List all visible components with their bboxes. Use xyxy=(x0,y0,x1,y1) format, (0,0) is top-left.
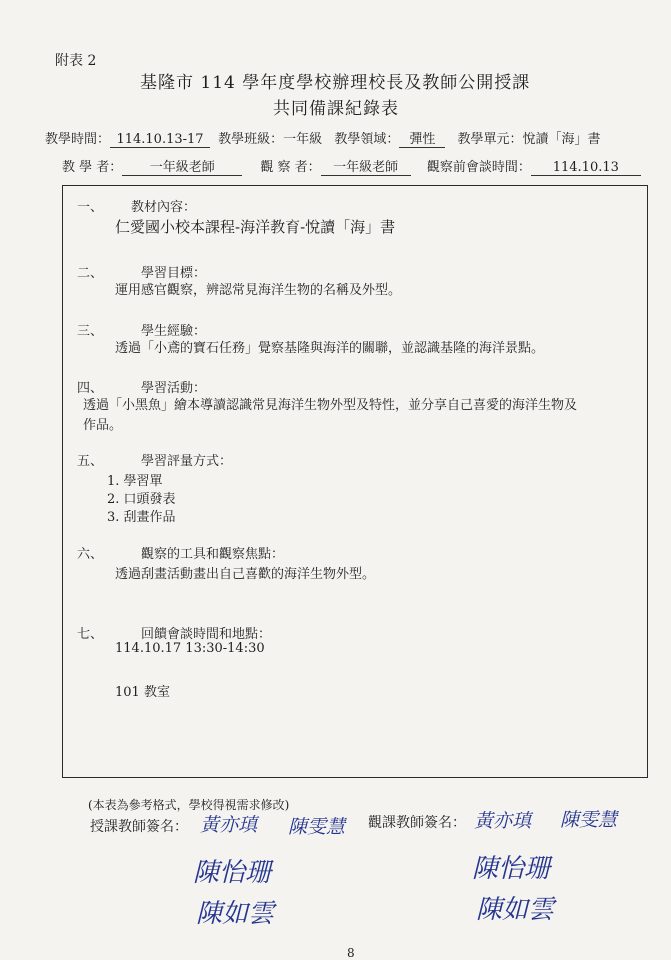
pre-meeting-value: 114.10.13 xyxy=(531,160,641,176)
teaching-domain-label: 教學領域： xyxy=(334,132,400,147)
section-1-title: 教材內容： xyxy=(131,200,197,215)
record-box xyxy=(62,185,648,778)
section-2-number: 二、 xyxy=(77,266,104,281)
section-1-content: 仁愛國小校本課程-海洋教育-悅讀「海」書 xyxy=(115,218,396,236)
section-3-title: 學生經驗： xyxy=(141,324,207,339)
section-2-content: 運用感官觀察，辨認常見海洋生物的名稱及外型。 xyxy=(115,283,402,298)
teaching-unit-label: 教學單元： xyxy=(457,132,523,147)
section-6-content: 透過刮畫活動畫出自己喜歡的海洋生物外型。 xyxy=(115,567,376,582)
assessment-item: 3. 刮畫作品 xyxy=(107,510,176,525)
section-7-header xyxy=(77,623,271,642)
section-1-header xyxy=(77,196,196,215)
section-4-content-line-1: 透過「小黑魚」繪本導讀認識常見海洋生物外型及特性，並分享自己喜愛的海洋生物及 xyxy=(83,398,578,413)
feedback-place: 101 教室 xyxy=(115,685,170,700)
section-2-title: 學習目標： xyxy=(141,266,207,281)
document-title: 基隆市 114 學年度學校辦理校長及教師公開授課 xyxy=(140,73,531,93)
observing-signature-label: 觀課教師簽名： xyxy=(368,815,466,831)
teaching-signature-label: 授課教師簽名： xyxy=(90,819,188,835)
section-5-title: 學習評量方式： xyxy=(141,454,233,469)
section-1-number: 一、 xyxy=(77,200,104,215)
teacher-value: 一年級老師 xyxy=(122,160,242,176)
signature-left-1: 黃亦瑱 xyxy=(200,814,258,836)
signature-right-4: 陳如雲 xyxy=(476,895,555,925)
signature-left-4: 陳如雲 xyxy=(196,899,275,929)
section-6-header xyxy=(77,543,284,562)
teaching-time-label: 教學時間： xyxy=(45,132,111,147)
section-3-content: 透過「小鳶的寶石任務」覺察基隆與海洋的關聯，並認識基隆的海洋景點。 xyxy=(115,341,545,356)
appendix-label: 附表 2 xyxy=(55,53,97,69)
section-6-number: 六、 xyxy=(77,547,104,562)
assessment-item: 1. 學習單 xyxy=(107,474,163,489)
section-5-header xyxy=(77,450,232,469)
page-number: 8 xyxy=(347,946,355,960)
pre-meeting-label: 觀察前會談時間： xyxy=(426,160,531,175)
signature-left-3: 陳怡珊 xyxy=(193,858,272,888)
teaching-class-value: 一年級 xyxy=(283,132,323,147)
section-4-content-line-2: 作品。 xyxy=(83,418,123,433)
teaching-unit-value: 悅讀「海」書 xyxy=(522,132,601,147)
teacher-label: 教 學 者： xyxy=(62,160,123,175)
teaching-domain-value: 彈性 xyxy=(399,132,445,148)
observer-value: 一年級老師 xyxy=(321,160,411,176)
section-4-title: 學習活動： xyxy=(141,381,207,396)
document-subtitle: 共同備課紀錄表 xyxy=(273,99,399,119)
info-row-2 xyxy=(62,156,641,176)
observer-label: 觀 察 者： xyxy=(260,160,321,175)
teaching-time-value: 114.10.13-17 xyxy=(110,132,210,148)
section-4-number: 四、 xyxy=(77,381,104,396)
section-3-number: 三、 xyxy=(77,324,104,339)
teaching-class-label: 教學班級： xyxy=(218,132,284,147)
signature-right-1: 黃亦瑱 xyxy=(474,810,532,832)
feedback-time: 114.10.17 13:30-14:30 xyxy=(115,641,265,656)
signature-right-3: 陳怡珊 xyxy=(472,854,551,884)
signature-right-2: 陳雯慧 xyxy=(560,809,618,831)
format-note: (本表為參考格式，學校得視需求修改) xyxy=(88,798,290,812)
section-7-title: 回饋會談時間和地點： xyxy=(141,627,272,642)
signature-left-2: 陳雯慧 xyxy=(288,816,346,838)
section-7-number: 七、 xyxy=(77,627,104,642)
assessment-item: 2. 口頭發表 xyxy=(107,492,176,507)
section-6-title: 觀察的工具和觀察焦點： xyxy=(141,547,285,562)
section-5-number: 五、 xyxy=(77,454,104,469)
info-row-1 xyxy=(45,128,601,148)
